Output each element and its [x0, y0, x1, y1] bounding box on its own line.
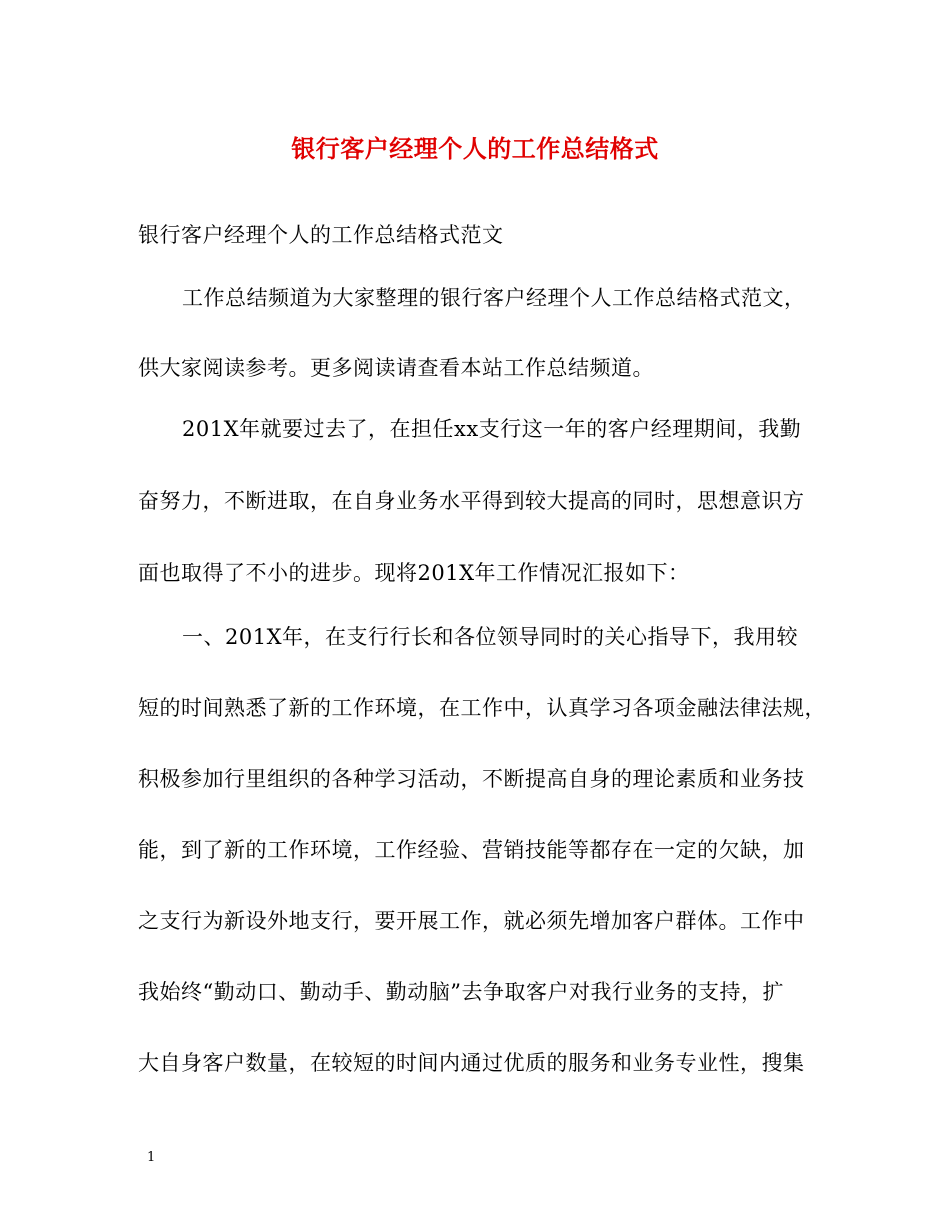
- paragraph-line: 之支行为新设外地支行，要开展工作，就必须先增加客户群体。工作中: [138, 909, 805, 933]
- paragraph-line: 一、201X年，在支行行长和各位领导同时的关心指导下，我用较: [182, 625, 799, 649]
- paragraph-line: 供大家阅读参考。更多阅读请查看本站工作总结频道。: [138, 356, 654, 380]
- subtitle-line: 银行客户经理个人的工作总结格式范文: [138, 223, 504, 247]
- paragraph-line: 奋努力，不断进取，在自身业务水平得到较大提高的同时，思想意识方: [138, 489, 805, 513]
- paragraph-line: 大自身客户数量，在较短的时间内通过优质的服务和业务专业性，搜集: [138, 1051, 805, 1075]
- paragraph-line: 短的时间熟悉了新的工作环境，在工作中，认真学习各项金融法律法规，: [138, 696, 826, 720]
- paragraph-line: 面也取得了不小的进步。现将201X年工作情况汇报如下：: [138, 561, 690, 585]
- document-title: 银行客户经理个人的工作总结格式: [291, 134, 659, 163]
- paragraph-line: 积极参加行里组织的各种学习活动，不断提高自身的理论素质和业务技: [138, 767, 805, 791]
- paragraph-line: 201X年就要过去了，在担任xx支行这一年的客户经理期间，我勤: [182, 417, 802, 441]
- paragraph-line: 能，到了新的工作环境，工作经验、营销技能等都存在一定的欠缺，加: [138, 838, 805, 862]
- page-number: 1: [147, 1150, 156, 1165]
- paragraph-line: 工作总结频道为大家整理的银行客户经理个人工作总结格式范文，: [182, 286, 806, 310]
- paragraph-line: 我始终“勤动口、勤动手、勤动脑”去争取客户对我行业务的支持，扩: [138, 980, 784, 1004]
